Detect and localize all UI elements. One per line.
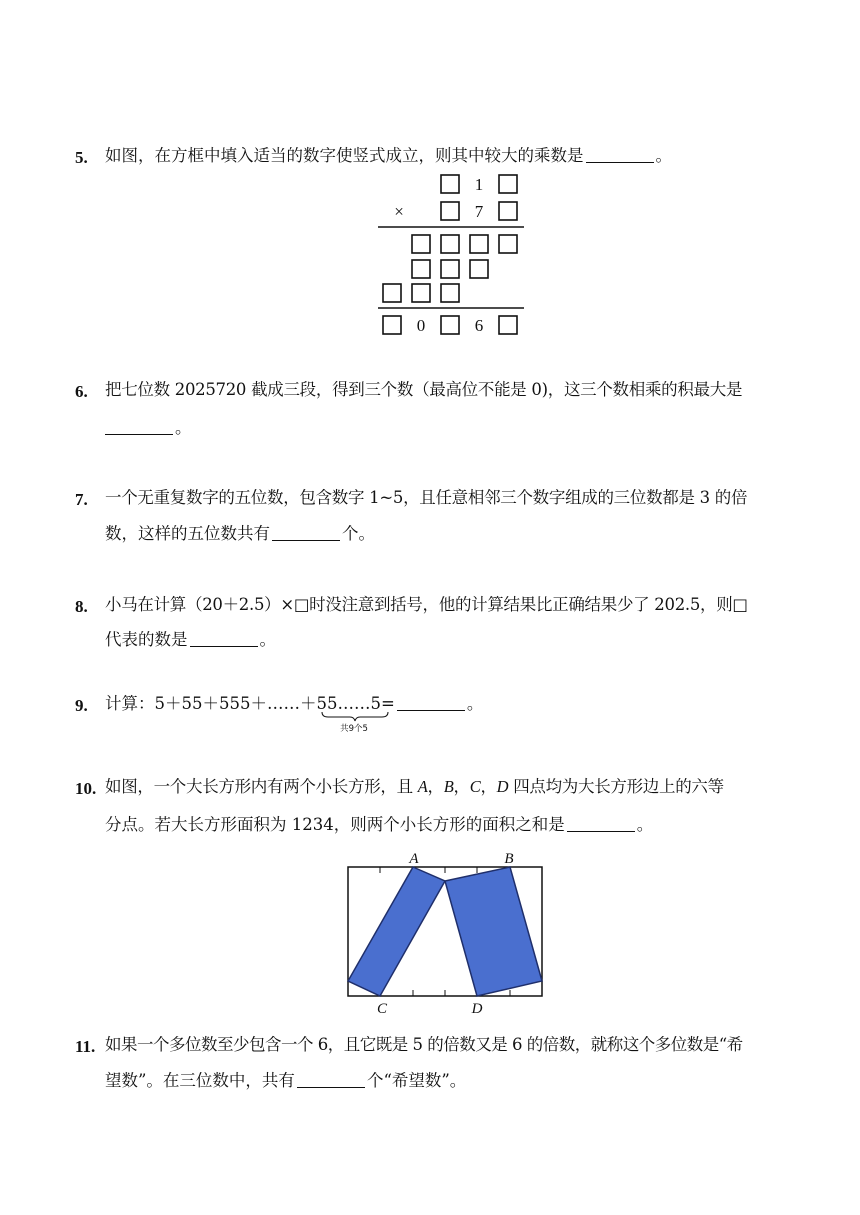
q8-line2: [105, 632, 276, 649]
q7-line2: [105, 526, 375, 543]
q5-text-after: 。: [655, 146, 672, 165]
q5-digit: 7: [474, 202, 484, 221]
q10-text-after: 。: [636, 815, 654, 834]
q5-digit: 6: [474, 316, 484, 335]
q8-number: 8.: [75, 597, 88, 616]
q9-last-term: 55……5: [316, 694, 381, 713]
q10-text-a: 如图，一个大长方形内有两个小长方形，且: [105, 777, 418, 796]
q5-box: [499, 202, 517, 220]
q9-prefix: 计算：5＋55＋555＋……＋: [105, 694, 317, 713]
q10-comma: ，: [453, 777, 470, 796]
q10-text-before: 分点。若大长方形面积为 1234，则两个小长方形的面积之和是: [105, 815, 565, 834]
q5-box: [499, 316, 517, 334]
q9-equals: =: [381, 694, 395, 713]
q9-text-after: 。: [466, 694, 484, 713]
q10-label-D: D: [496, 777, 509, 796]
q11-answer-blank[interactable]: [297, 1085, 365, 1088]
q5-box: [383, 316, 401, 334]
big-rectangle: [348, 867, 542, 996]
q10-comma: ，: [480, 777, 497, 796]
q8-text-after: 。: [259, 630, 276, 649]
q9-number: 9.: [75, 696, 88, 715]
q5-box: [470, 260, 488, 278]
q5-box: [499, 175, 517, 193]
q5-box: [412, 284, 430, 302]
q9-brace-icon: [322, 712, 388, 721]
q5-digit: 1: [474, 175, 484, 194]
q6-number: 6.: [75, 382, 88, 401]
point-label-D: D: [471, 1001, 483, 1017]
q5-box: [441, 175, 459, 193]
q10-line1: [105, 779, 724, 796]
q11-text-before: 望数”。在三位数中，共有: [105, 1071, 295, 1090]
q8-line1: 小马在计算（20＋2.5）×□时没注意到括号，他的计算结果比正确结果少了 202.5，则□: [105, 595, 748, 614]
q5-box: [441, 284, 459, 302]
q7-text-before: 数，这样的五位数共有: [105, 524, 270, 543]
q5-box: [470, 235, 488, 253]
q5-box: [441, 202, 459, 220]
q11-text-after: 个“希望数”。: [366, 1071, 467, 1090]
point-label-A: A: [409, 851, 419, 867]
q5-box: [441, 235, 459, 253]
q9-brace-note: 共9个5: [340, 724, 368, 734]
q11-line1: 如果一个多位数至少包含一个 6，且它既是 5 的倍数又是 6 的倍数，就称这个多位数是“希: [105, 1035, 743, 1054]
q6-line2: [105, 420, 192, 437]
q7-line1: 一个无重复数字的五位数，包含数字 1~5，且任意相邻三个数字组成的三位数都是 3 的倍: [105, 488, 748, 507]
q9-line: [105, 696, 483, 713]
q8-text-before: 代表的数是: [105, 630, 188, 649]
q5-box: [412, 235, 430, 253]
q10-label-C: C: [469, 777, 481, 796]
q7-answer-blank[interactable]: [272, 538, 340, 541]
q10-line2: [105, 817, 653, 834]
q5-box: [499, 235, 517, 253]
point-label-C: C: [376, 1001, 388, 1017]
q5-number: 5.: [75, 148, 88, 167]
small-rectangle-right: [445, 867, 542, 996]
q5-box: [412, 260, 430, 278]
q5-multiply-sign: ×: [394, 202, 404, 221]
q11-line2: [105, 1073, 466, 1090]
q10-label-A: A: [417, 777, 428, 796]
q8-answer-blank[interactable]: [190, 644, 258, 647]
q5-box: [383, 284, 401, 302]
q5-answer-blank[interactable]: [586, 160, 654, 163]
q5-box: [441, 316, 459, 334]
small-rectangle-left: [348, 867, 445, 996]
q7-number: 7.: [75, 490, 88, 509]
q5-text: [105, 148, 672, 165]
point-label-B: B: [504, 851, 514, 867]
q6-answer-blank[interactable]: [105, 432, 173, 435]
q9-answer-blank[interactable]: [397, 708, 465, 711]
q7-text-after: 个。: [342, 524, 375, 543]
q11-number: 11.: [75, 1037, 96, 1056]
q10-number: 10.: [75, 779, 97, 798]
q10-comma: ，: [427, 777, 444, 796]
q5-digit: 0: [416, 316, 426, 335]
q10-text-b: 四点均为大长方形边上的六等: [508, 777, 724, 796]
q6-line1: 把七位数 2025720 截成三段，得到三个数（最高位不能是 0)，这三个数相乘的积最大是: [105, 380, 743, 399]
q5-text-before: 如图，在方框中填入适当的数字使竖式成立，则其中较大的乘数是: [105, 146, 584, 165]
q5-box: [441, 260, 459, 278]
q6-text-after: 。: [175, 418, 192, 437]
q10-label-B: B: [443, 777, 454, 796]
q10-answer-blank[interactable]: [567, 829, 635, 832]
